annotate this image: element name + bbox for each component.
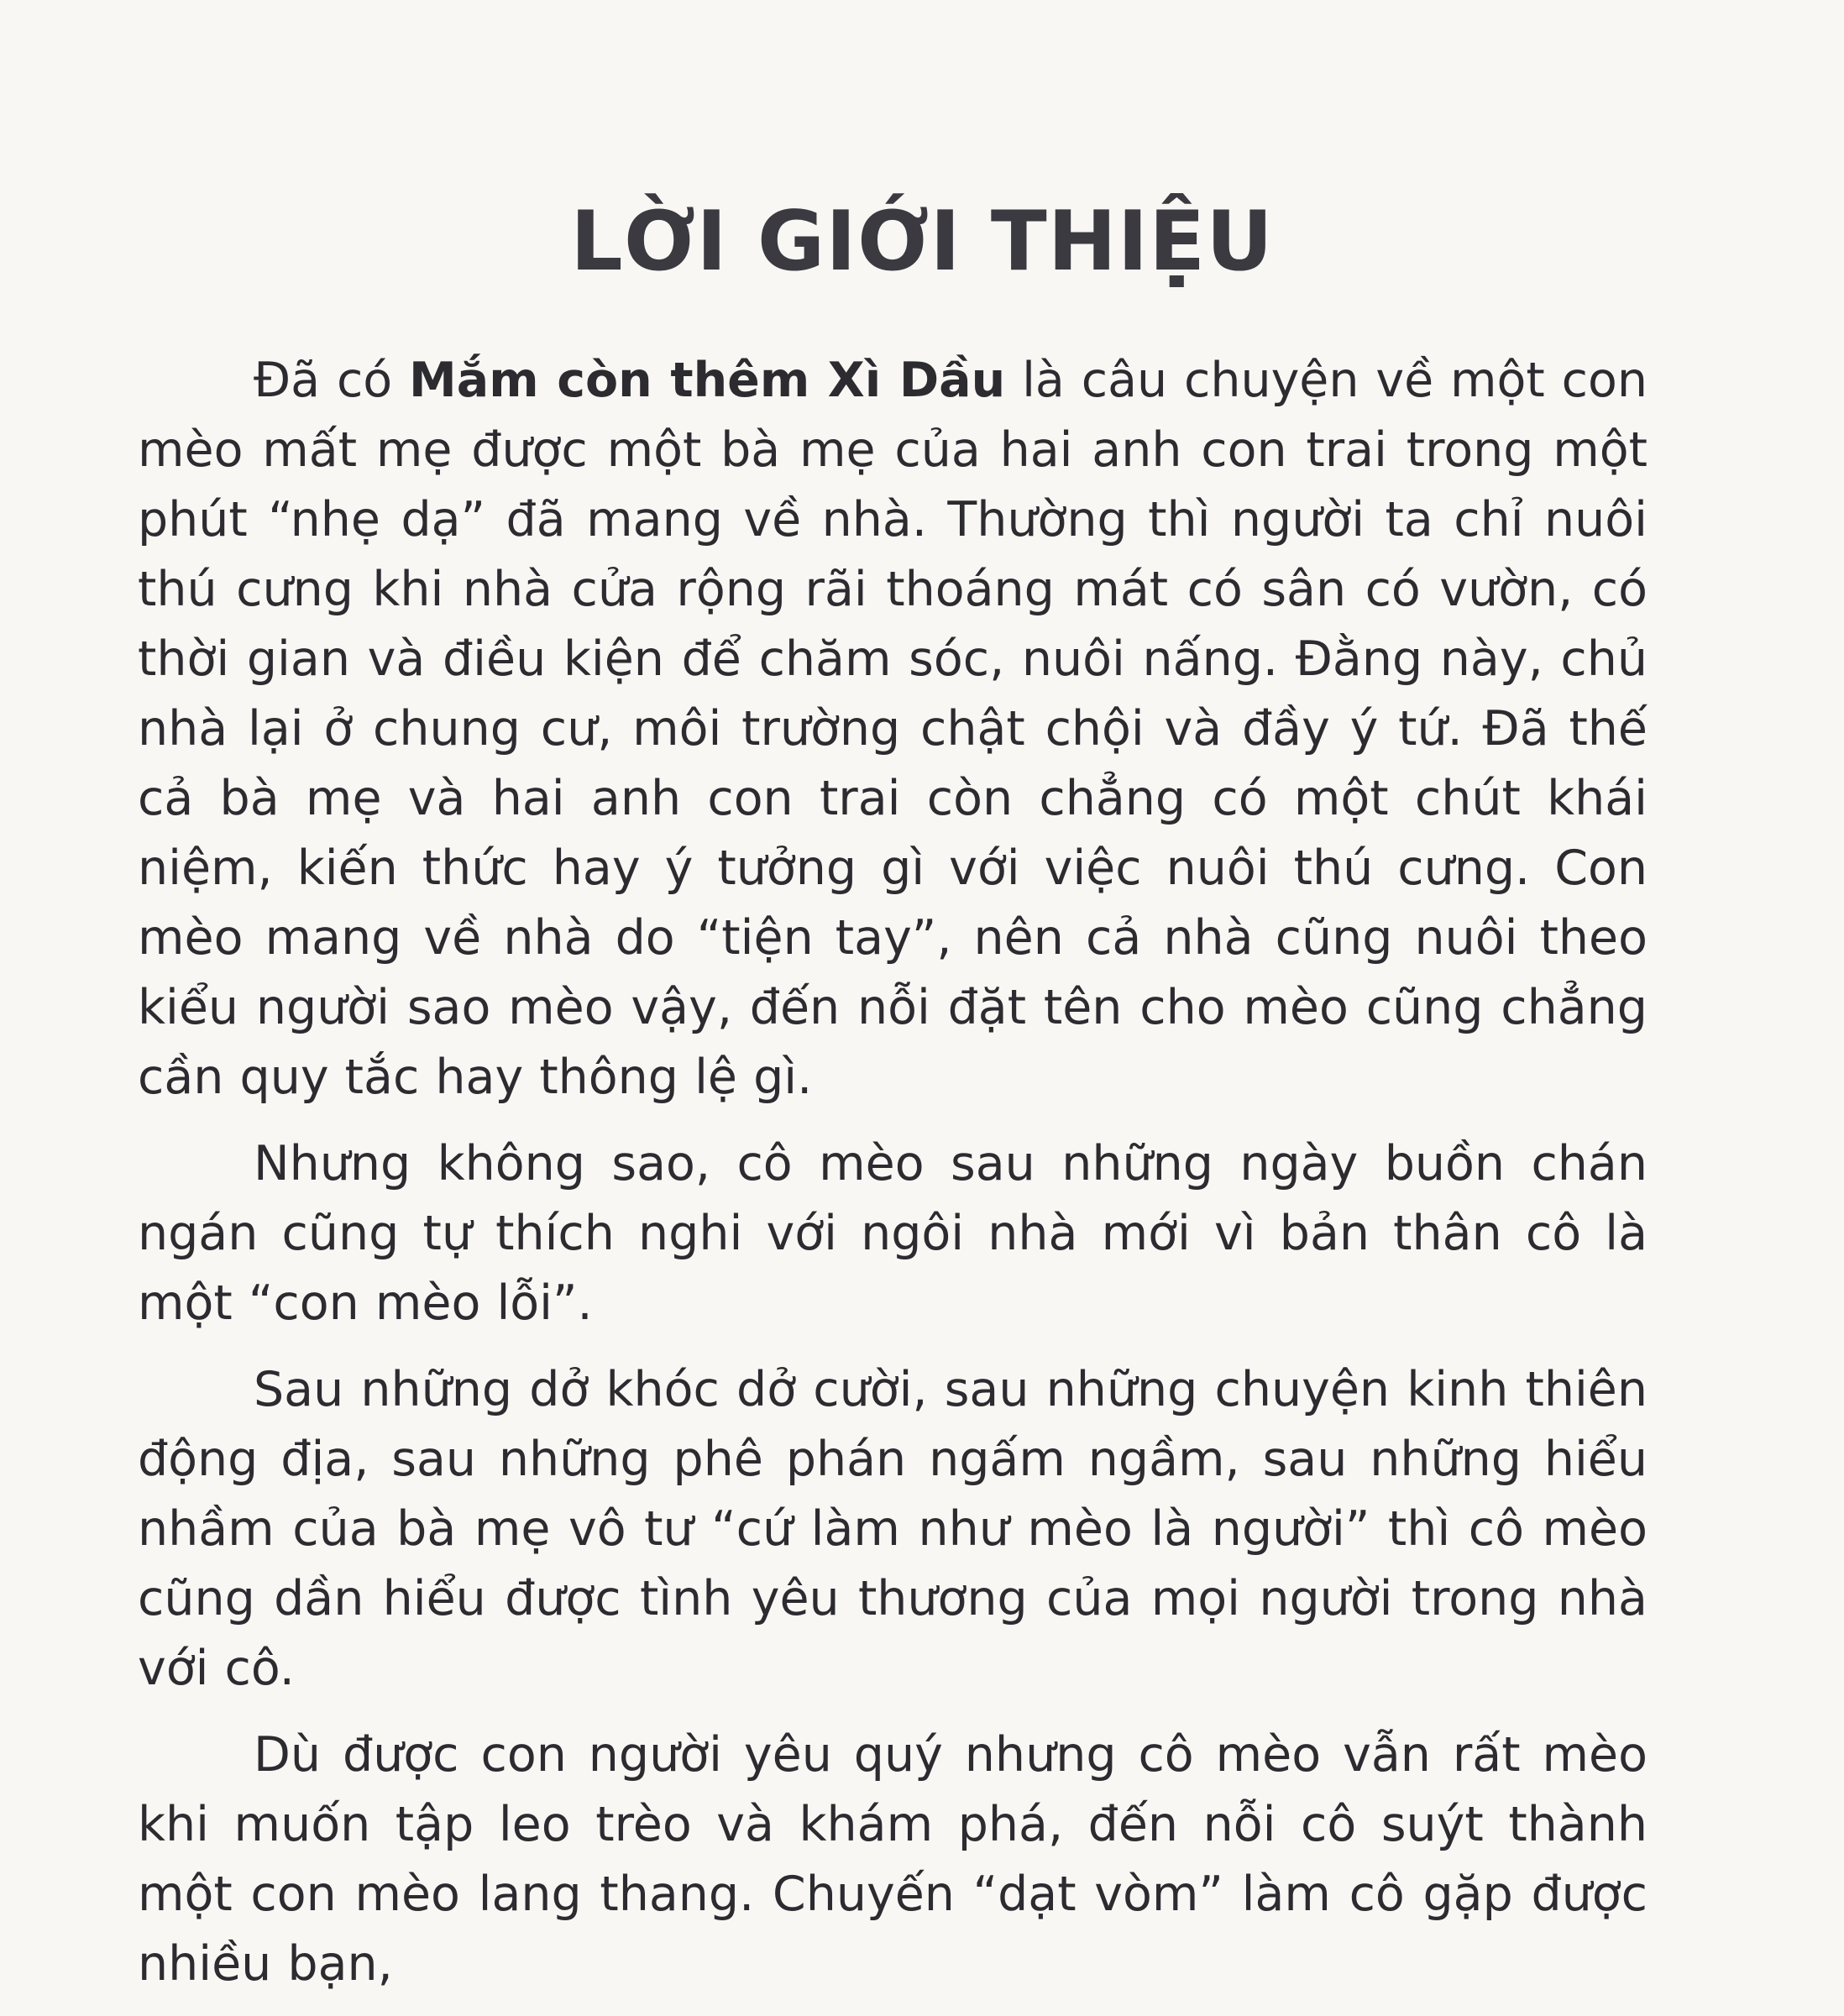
paragraph-1	[138, 346, 1648, 1113]
paragraph-3: Sau những dở khóc dở cười, sau những chuyện kinh thiên động địa, sau những phê phán ngấm ngầm, sau những hiểu nhầm của bà mẹ vô tư “cứ làm như mèo là người” thì cô mèo cũng dần hiểu được tình yêu thương của mọi người trong nhà với cô.	[138, 1362, 1648, 1696]
paragraph-4: Dù được con người yêu quý nhưng cô mèo vẫn rất mèo khi muốn tập leo trèo và khám phá, đến nỗi cô suýt thành một con mèo lang thang. Chuyến “dạt vòm” làm cô gặp được nhiều bạn,	[138, 1727, 1648, 1992]
paragraph-1-lead: Đã có	[254, 353, 410, 408]
book-title-bold: Mắm còn thêm Xì Dầu	[409, 353, 1006, 408]
paragraph-1-rest: là câu chuyện về một con mèo mất mẹ được một bà mẹ của hai anh con trai trong một phút “nhẹ dạ” đã mang về nhà. Thường thì người ta chỉ nuôi thú cưng khi nhà cửa rộng rãi thoáng mát có sân có vườn, có thời gian và điều kiện để chăm sóc, nuôi nấng. Đằng này, chủ nhà lại ở chung cư, môi trường chật chội và đầy ý tứ. Đã thế cả bà mẹ và hai anh con trai còn chẳng có một chút khái niệm, kiến thức hay ý tưởng gì với việc nuôi thú cưng. Con mèo mang về nhà do “tiện tay”, nên cả nhà cũng nuôi theo kiểu người sao mèo vậy, đến nỗi đặt tên cho mèo cũng chẳng cần quy tắc hay thông lệ gì.	[138, 353, 1648, 1105]
introduction-text	[138, 346, 1648, 2016]
paragraph-2: Nhưng không sao, cô mèo sau những ngày buồn chán ngán cũng tự thích nghi với ngôi nhà mới vì bản thân cô là một “con mèo lỗi”.	[138, 1136, 1648, 1331]
page-title: LỜI GIỚI THIỆU	[570, 194, 1274, 290]
